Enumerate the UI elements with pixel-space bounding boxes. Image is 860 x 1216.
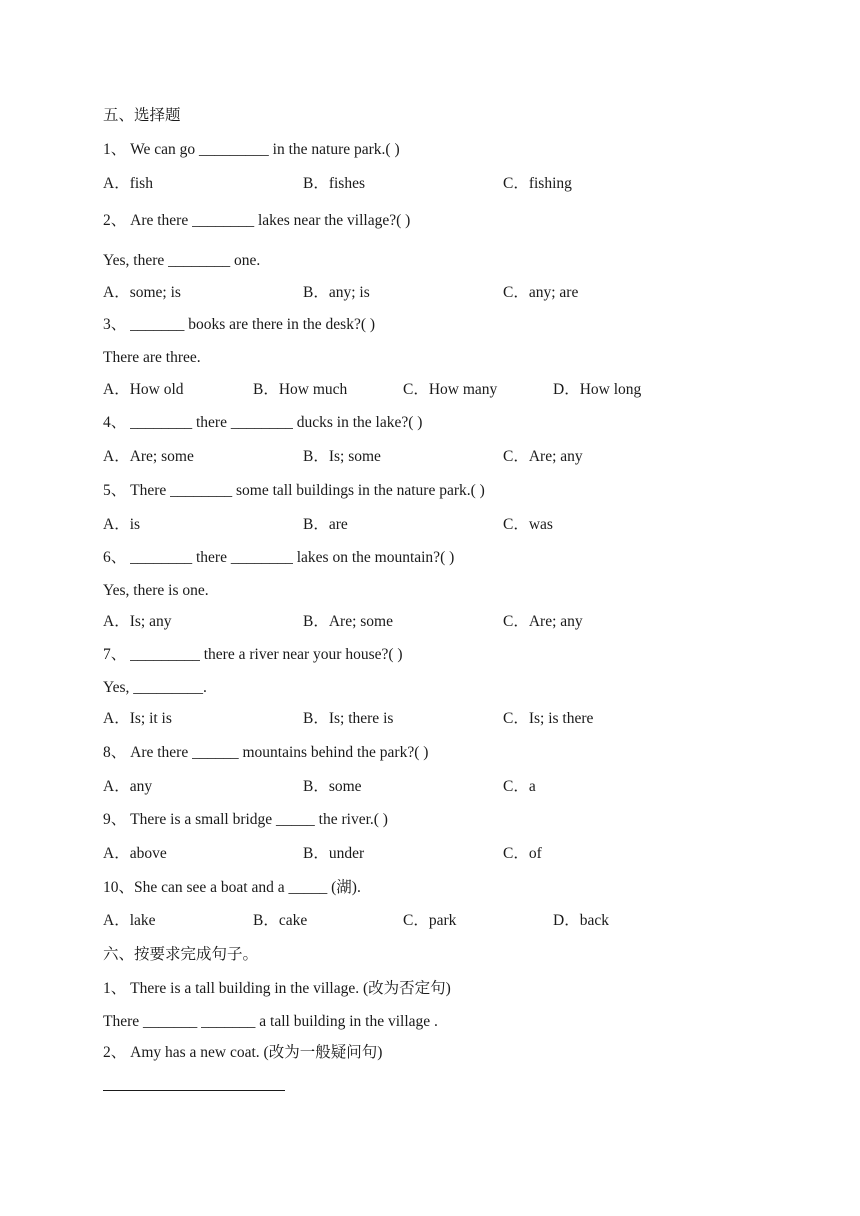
question-10-option-b[interactable]: B．cake (253, 912, 308, 929)
question-2-option-b[interactable]: B．any; is (303, 284, 370, 301)
question-3-option-a[interactable]: A．How old (103, 381, 184, 398)
question-5-option-c[interactable]: C．was (503, 516, 553, 533)
question-10-option-c[interactable]: C．park (403, 912, 457, 929)
question-6-option-b[interactable]: B．Are; some (303, 613, 393, 630)
question-9-stem: 9、 There is a small bridge _____ the river.( ) (103, 811, 388, 828)
question-6-reply: Yes, there is one. (103, 582, 209, 599)
section-heading-sentence-transform: 六、按要求完成句子。 (103, 946, 259, 963)
question-3-option-d[interactable]: D．How long (553, 381, 642, 398)
question-2-stem: 2、 Are there ________ lakes near the village?( ) (103, 212, 411, 229)
question-7-option-c[interactable]: C．Is; is there (503, 710, 594, 727)
question-5-options (103, 515, 803, 535)
question-7-option-b[interactable]: B．Is; there is (303, 710, 394, 727)
question-7-option-a[interactable]: A．Is; it is (103, 710, 172, 727)
question-9-option-a[interactable]: A．above (103, 845, 167, 862)
question-10-option-a[interactable]: A．lake (103, 912, 156, 929)
question-4-option-b[interactable]: B．Is; some (303, 448, 381, 465)
question-6-stem: 6、 ________ there ________ lakes on the mountain?( ) (103, 549, 455, 566)
question-2-option-c[interactable]: C．any; are (503, 284, 579, 301)
question-8-option-b[interactable]: B．some (303, 778, 362, 795)
transform-1-answer: There _______ _______ a tall building in the village . (103, 1013, 438, 1030)
question-4-stem: 4、 ________ there ________ ducks in the lake?( ) (103, 414, 423, 431)
question-9-option-c[interactable]: C．of (503, 845, 542, 862)
question-1-option-c[interactable]: C．fishing (503, 175, 572, 192)
question-3-stem: 3、 _______ books are there in the desk?( ) (103, 316, 376, 333)
question-5-option-b[interactable]: B．are (303, 516, 348, 533)
question-7-options (103, 709, 803, 729)
question-4-options (103, 447, 803, 467)
question-8-option-c[interactable]: C．a (503, 778, 536, 795)
question-1-stem: 1、 We can go _________ in the nature park.( ) (103, 141, 400, 158)
question-7-reply: Yes, _________. (103, 679, 207, 696)
question-3-option-b[interactable]: B．How much (253, 381, 348, 398)
question-8-stem: 8、 Are there ______ mountains behind the park?( ) (103, 744, 429, 761)
question-8-option-a[interactable]: A．any (103, 778, 153, 795)
question-4-option-c[interactable]: C．Are; any (503, 448, 583, 465)
question-7-stem: 7、 _________ there a river near your house?( ) (103, 646, 403, 663)
question-6-option-a[interactable]: A．Is; any (103, 613, 172, 630)
question-6-options (103, 612, 803, 632)
question-10-stem: 10、She can see a boat and a _____ (湖). (103, 879, 361, 896)
question-6-option-c[interactable]: C．Are; any (503, 613, 583, 630)
question-1-option-a[interactable]: A．fish (103, 175, 153, 192)
transform-2-answer-line[interactable] (103, 1090, 285, 1091)
question-3-reply: There are three. (103, 349, 201, 366)
question-5-stem: 5、 There ________ some tall buildings in the nature park.( ) (103, 482, 485, 499)
question-8-options (103, 777, 803, 797)
question-10-option-d[interactable]: D．back (553, 912, 609, 929)
transform-1-stem: 1、 There is a tall building in the village. (改为否定句) (103, 980, 451, 997)
question-2-reply: Yes, there ________ one. (103, 252, 261, 269)
question-10-options (103, 911, 803, 931)
section-heading-multiple-choice: 五、选择题 (103, 107, 181, 124)
question-3-options (103, 380, 803, 400)
transform-2-stem: 2、 Amy has a new coat. (改为一般疑问句) (103, 1044, 383, 1061)
question-2-option-a[interactable]: A．some; is (103, 284, 181, 301)
question-3-option-c[interactable]: C．How many (403, 381, 498, 398)
question-1-options (103, 174, 803, 194)
question-5-option-a[interactable]: A．is (103, 516, 141, 533)
question-9-options (103, 844, 803, 864)
question-9-option-b[interactable]: B．under (303, 845, 365, 862)
question-1-option-b[interactable]: B．fishes (303, 175, 366, 192)
question-4-option-a[interactable]: A．Are; some (103, 448, 194, 465)
question-2-options (103, 283, 803, 303)
